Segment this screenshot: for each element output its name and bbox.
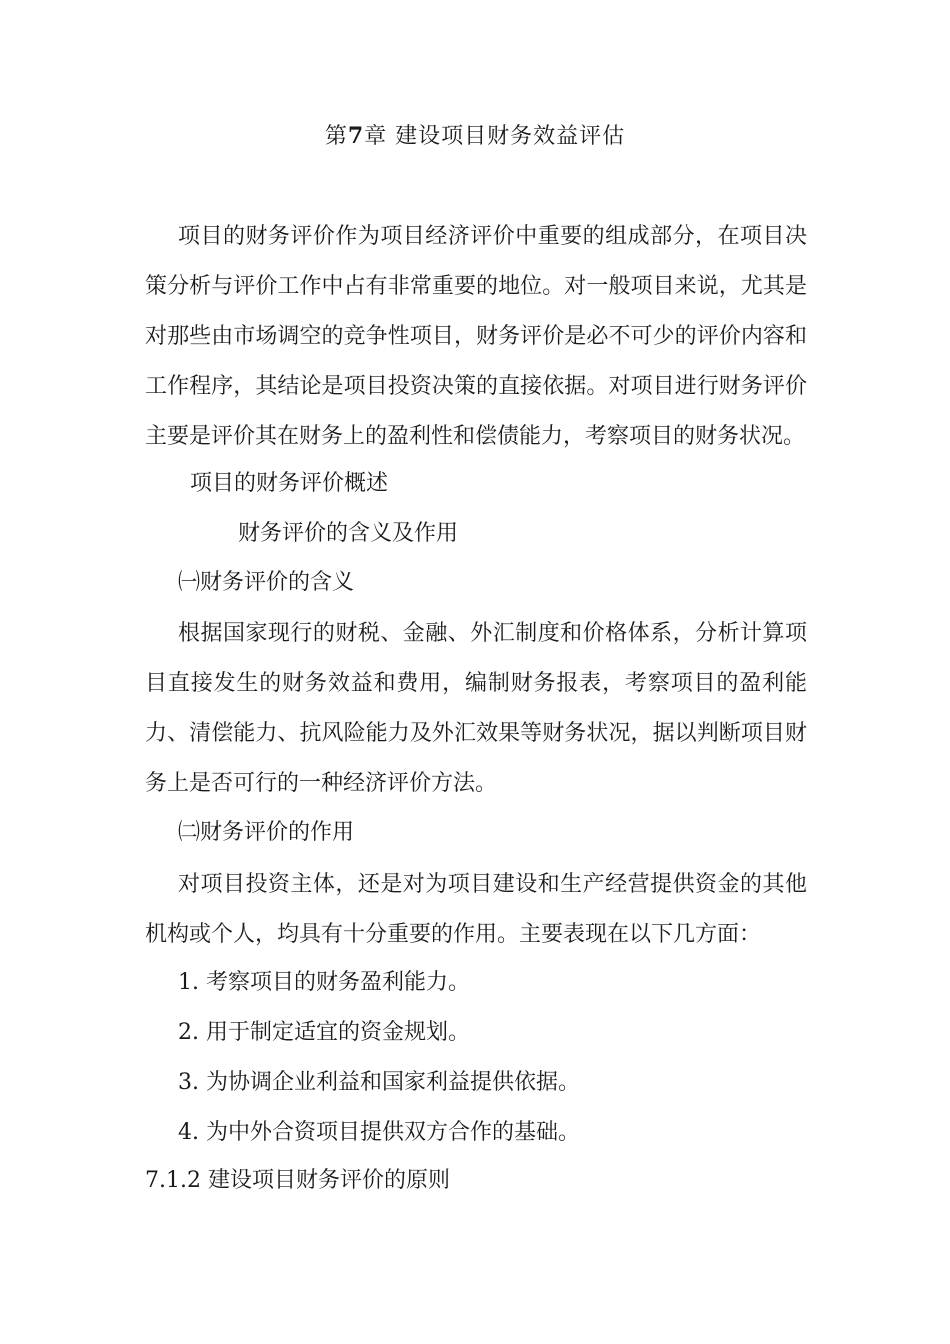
- chapter-number: 7: [347, 123, 365, 149]
- sub-heading-role: ㈡财务评价的作用: [178, 820, 355, 845]
- subsection-heading: 财务评价的含义及作用: [238, 521, 459, 546]
- meaning-paragraph: 根据国家现行的财税、金融、外汇制度和价格体系，分析计算项目直接发生的财务效益和费用，编制财务报表，考察项目的盈利能力、清偿能力、抗风险能力及外汇效果等财务状况，据以判断项目财务上是否可行的一种经济评价方法。: [145, 621, 807, 796]
- section-heading-principles: 7.1.2 建设项目财务评价的原则: [145, 1168, 450, 1193]
- chapter-title-prefix: 第: [324, 124, 348, 149]
- list-item: 3. 为协调企业利益和国家利益提供依据。: [178, 1070, 580, 1095]
- section-heading: 项目的财务评价概述: [190, 471, 389, 496]
- chapter-title-text: 章 建设项目财务效益评估: [364, 124, 626, 149]
- sub-heading-meaning: ㈠财务评价的含义: [178, 570, 355, 595]
- intro-paragraph: 项目的财务评价作为项目经济评价中重要的组成部分，在项目决策分析与评价工作中占有非常重要的地位。对一般项目来说，尤其是对那些由市场调空的竞争性项目，财务评价是必不可少的评价内容和工作程序，其结论是项目投资决策的直接依据。对项目进行财务评价主要是评价其在财务上的盈利性和偿债能力，考察项目的财务状况。: [145, 224, 807, 449]
- role-paragraph: 对项目投资主体，还是对为项目建设和生产经营提供资金的其他机构或个人，均具有十分重要的作用。主要表现在以下几方面：: [145, 872, 807, 947]
- list-item: 1. 考察项目的财务盈利能力。: [178, 970, 470, 995]
- list-item: 4. 为中外合资项目提供双方合作的基础。: [178, 1120, 580, 1145]
- chapter-title: [0, 120, 950, 153]
- list-item: 2. 用于制定适宜的资金规划。: [178, 1020, 470, 1045]
